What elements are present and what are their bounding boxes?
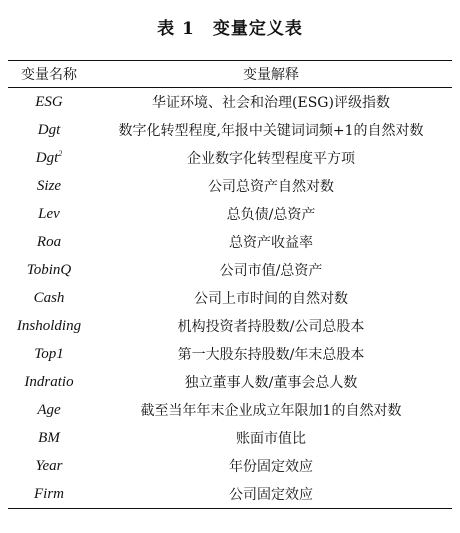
table-row	[8, 312, 452, 340]
variable-name-cell	[8, 486, 90, 503]
variable-name-cell	[8, 318, 90, 335]
variable-explanation-cell: 账面市值比	[236, 431, 306, 447]
table-row	[8, 144, 452, 172]
variable-name: Size	[36, 177, 62, 194]
variable-explanation-cell: 年份固定效应	[229, 459, 313, 475]
table-row	[8, 116, 452, 144]
variable-explanation-cell: 华证环境、社会和治理(ESG)评级指数	[152, 95, 390, 111]
variable-name: TobinQ	[26, 261, 72, 278]
table-row	[8, 340, 452, 368]
table-caption: 变量定义表	[212, 19, 303, 39]
table-row	[8, 396, 452, 424]
header-variable-name: 变量名称	[21, 67, 77, 83]
variable-name: Age	[37, 401, 61, 418]
variable-name-cell	[8, 234, 90, 251]
variable-name-cell	[8, 346, 90, 363]
variable-explanation-cell: 总负债/总资产	[226, 207, 316, 223]
variable-name-cell	[8, 150, 90, 167]
table-number: 表 1	[157, 19, 195, 39]
table-row	[8, 200, 452, 228]
variable-name-cell	[8, 458, 90, 475]
variable-name: Dgt	[35, 149, 59, 166]
variable-name-cell	[8, 122, 90, 139]
header-variable-explanation: 变量解释	[243, 67, 299, 83]
table-row	[8, 228, 452, 256]
variable-explanation-cell: 公司固定效应	[229, 487, 313, 503]
table-body	[8, 88, 452, 508]
variable-name: BM	[38, 429, 60, 446]
bottom-rule	[8, 508, 452, 509]
variable-explanation-cell: 公司总资产自然对数	[208, 179, 334, 195]
variable-name: Dgt	[37, 121, 61, 138]
table-title	[0, 14, 460, 39]
variable-superscript: 2	[58, 148, 63, 158]
variable-name-cell	[8, 374, 90, 391]
variable-name: Firm	[34, 485, 64, 502]
variable-explanation-cell: 机构投资者持股数/公司总股本	[177, 319, 365, 335]
variable-explanation-cell: 独立董事人数/董事会总人数	[184, 375, 358, 391]
table-row	[8, 424, 452, 452]
variable-explanation-cell: 企业数字化转型程度平方项	[187, 151, 355, 167]
variable-explanation-cell: 总资产收益率	[229, 235, 313, 251]
variable-explanation-cell: 数字化转型程度,年报中关键词词频+1的自然对数	[118, 123, 424, 139]
variable-name-cell	[8, 206, 90, 223]
variable-explanation-cell: 第一大股东持股数/年末总股本	[177, 347, 365, 363]
table-row	[8, 256, 452, 284]
table-header-row	[8, 61, 452, 87]
table-row	[8, 368, 452, 396]
variable-name: Year	[35, 457, 63, 474]
variable-name-cell	[8, 262, 90, 279]
variable-name-cell	[8, 94, 90, 111]
variable-name: Cash	[33, 289, 65, 306]
table-row	[8, 172, 452, 200]
variable-name-cell	[8, 430, 90, 447]
variable-name-cell	[8, 402, 90, 419]
variable-name-cell	[8, 290, 90, 307]
variable-name: Top1	[34, 345, 64, 362]
variable-name-cell	[8, 178, 90, 195]
table-row	[8, 452, 452, 480]
variable-name: Roa	[36, 233, 62, 250]
table-row	[8, 480, 452, 508]
variable-name: ESG	[35, 93, 63, 110]
table-row	[8, 284, 452, 312]
variable-explanation-cell: 公司市值/总资产	[219, 263, 323, 279]
variable-explanation-cell: 截至当年年末企业成立年限加1的自然对数	[140, 403, 402, 419]
variable-name: Lev	[38, 205, 60, 222]
variable-name: Indratio	[24, 373, 74, 390]
table-row	[8, 88, 452, 116]
variable-name: Insholding	[16, 317, 82, 334]
variable-explanation-cell: 公司上市时间的自然对数	[194, 291, 348, 307]
variable-definition-table	[8, 60, 452, 509]
